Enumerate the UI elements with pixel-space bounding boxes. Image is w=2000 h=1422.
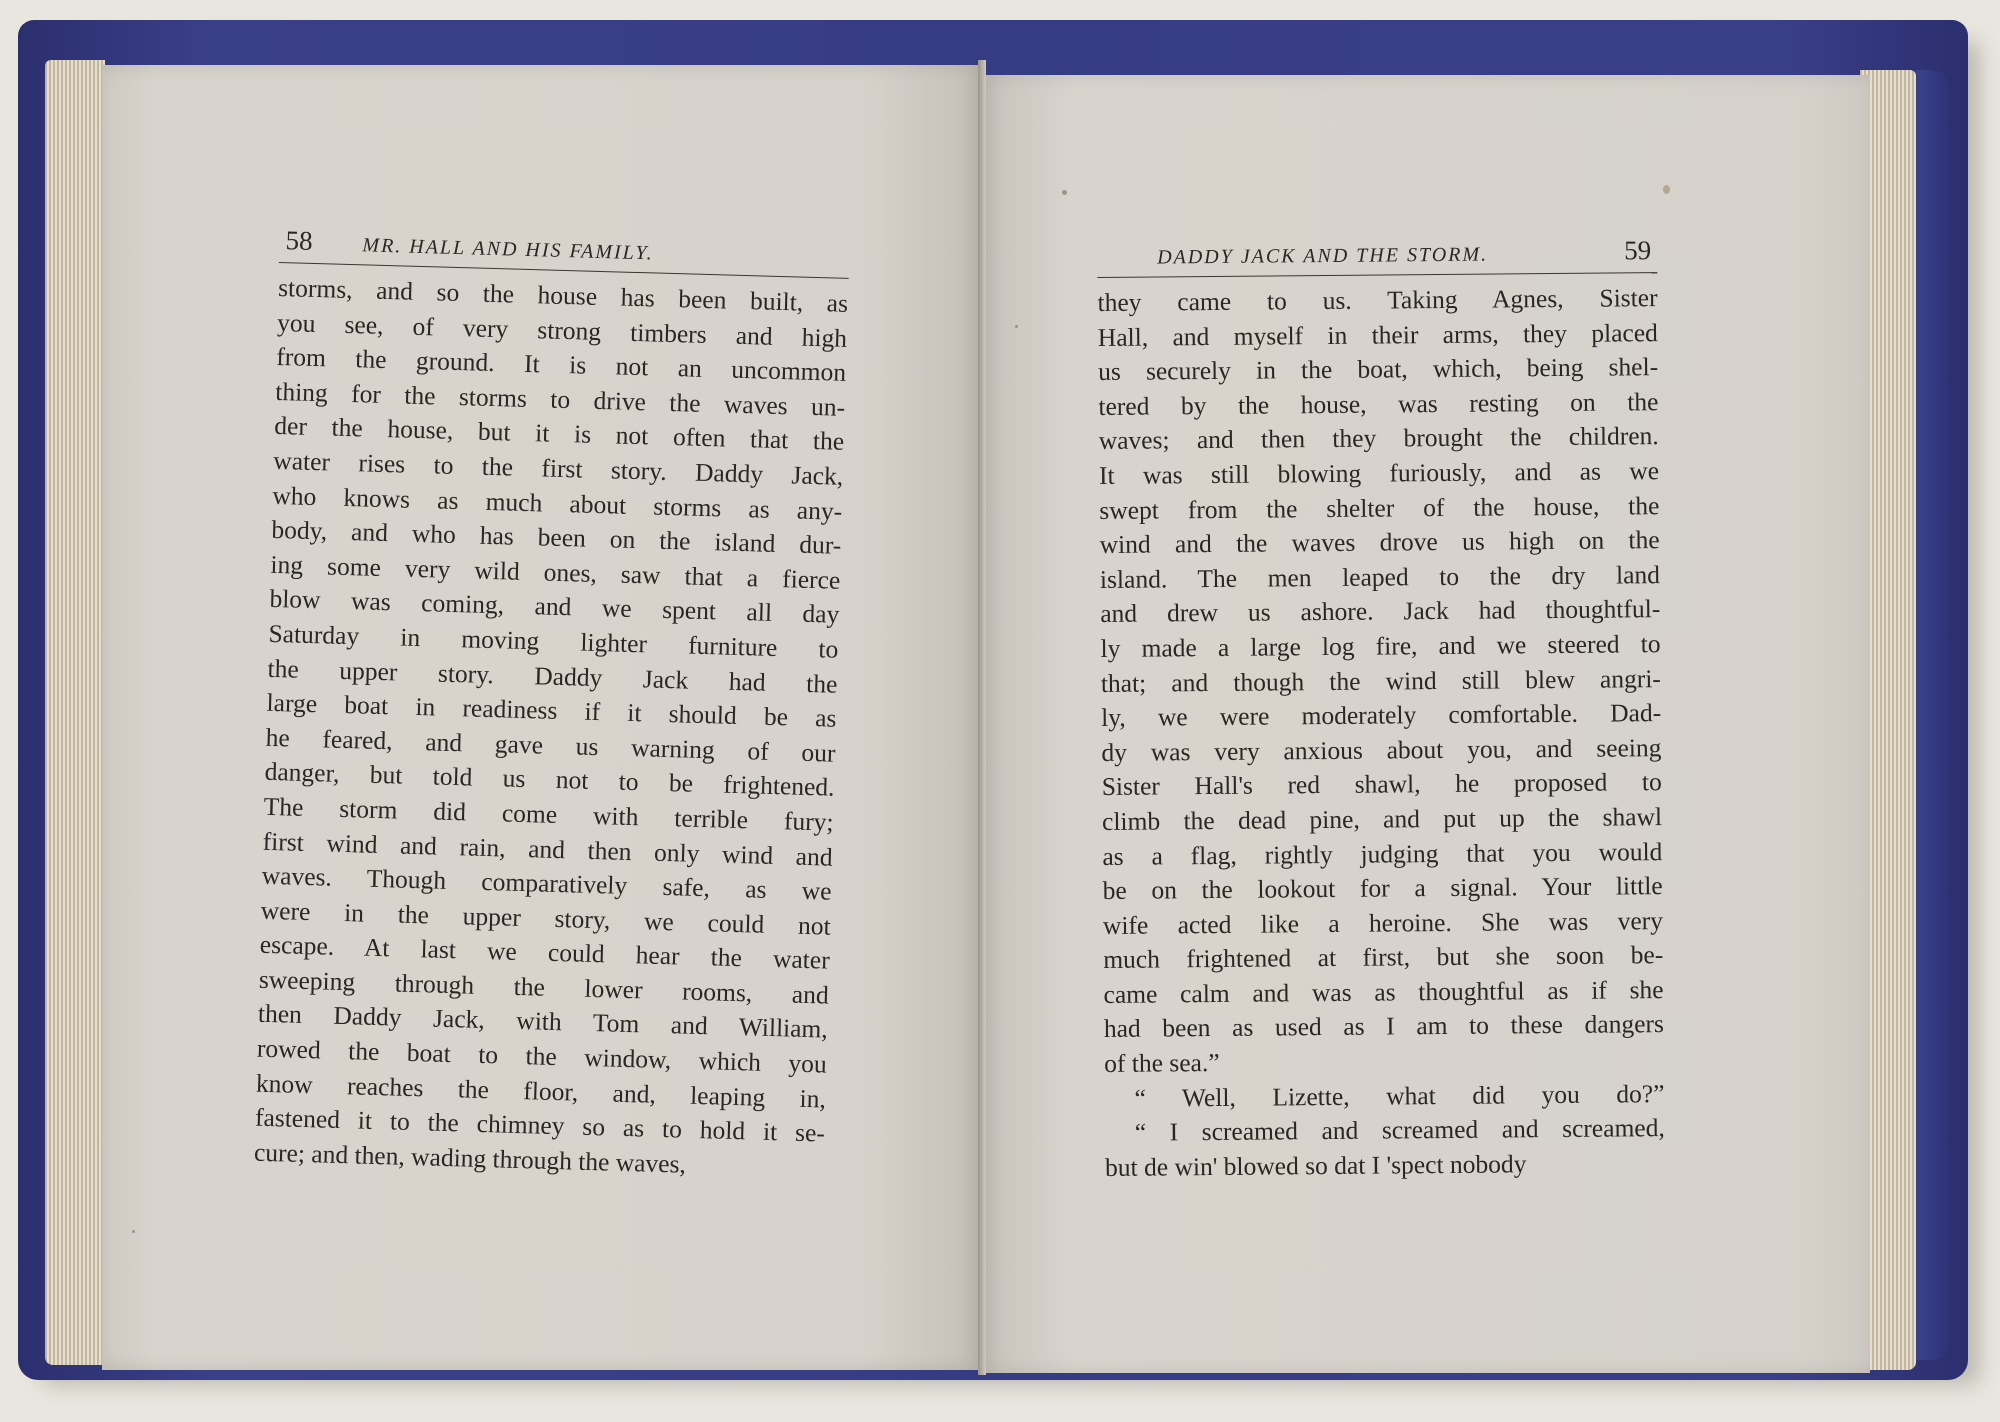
text-line: thing for the storms to drive the waves un- xyxy=(274,376,846,422)
paper-fleck xyxy=(1663,185,1670,194)
text-line: were in the upper story, we could not xyxy=(260,895,832,941)
left-page xyxy=(102,65,982,1370)
text-line: from the ground. It is not an uncommon xyxy=(275,342,847,388)
text-line: they came to us. Taking Agnes, Sister xyxy=(1097,283,1658,317)
text-line: much frightened at first, but she soon be- xyxy=(1103,940,1664,975)
text-line: but de win' blowed so dat I 'spect nobody xyxy=(1104,1149,1527,1182)
left-page-content xyxy=(254,225,850,1186)
text-line: cure; and then, wading through the waves, xyxy=(253,1137,687,1179)
text-line: danger, but told us not to be frightened. xyxy=(264,757,835,803)
text-line: fastened it to the chimney so as to hold it se- xyxy=(254,1102,826,1148)
right-body-text xyxy=(1097,281,1665,1185)
right-page xyxy=(982,75,1870,1373)
text-line: large boat in readiness if it should be as xyxy=(266,687,837,733)
left-page-number: 58 xyxy=(285,225,313,256)
text-line: dy was very anxious about you, and seeing xyxy=(1101,732,1662,767)
text-line: storms, and so the house has been built, as xyxy=(277,272,849,318)
text-line: waves. Though comparatively safe, as we xyxy=(261,860,833,906)
text-line: rowed the boat to the window, which you xyxy=(256,1033,828,1079)
text-line: the upper story. Daddy Jack had the xyxy=(267,653,838,699)
text-line: he feared, and gave us warning of our xyxy=(265,722,836,768)
text-line: wind and the waves drove us high on the xyxy=(1099,525,1660,560)
text-line: first wind and rain, and then only wind and xyxy=(262,826,833,872)
text-line: and drew us ashore. Jack had thoughtful- xyxy=(1100,594,1661,629)
text-line: sweeping through the lower rooms, and xyxy=(258,964,830,1010)
text-line: Sister Hall's red shawl, he proposed to xyxy=(1101,767,1662,802)
page-edges-left xyxy=(45,60,105,1365)
text-line: It was still blowing furiously, and as we xyxy=(1098,456,1660,490)
text-line: body, and who has been on the island dur- xyxy=(271,515,842,560)
paper-fleck xyxy=(1062,190,1067,195)
text-line: be on the lookout for a signal. Your little xyxy=(1102,871,1663,906)
text-line: water rises to the first story. Daddy Jack, xyxy=(273,445,844,491)
text-line: “ I screamed and screamed and screamed, xyxy=(1134,1113,1665,1147)
left-running-title: MR. HALL AND HIS FAMILY. xyxy=(362,234,655,265)
text-line: ly, we were moderately comfortable. Dad- xyxy=(1101,698,1662,733)
text-line: climb the dead pine, and put up the shawl xyxy=(1101,801,1663,836)
text-line: waves; and then they brought the children. xyxy=(1098,421,1659,456)
right-page-number: 59 xyxy=(1623,235,1652,266)
text-line: Hall, and myself in their arms, they placed xyxy=(1097,317,1658,352)
text-line: ing some very wild ones, saw that a fierce xyxy=(270,549,841,595)
paper-fleck xyxy=(132,1230,135,1233)
text-line: as a flag, rightly judging that you would xyxy=(1102,836,1663,871)
text-line: then Daddy Jack, with Tom and William, xyxy=(257,999,829,1045)
text-line: had been as used as I am to these dangers xyxy=(1103,1009,1664,1044)
text-line: who knows as much about storms as any- xyxy=(272,480,843,526)
text-line: you see, of very strong timbers and high xyxy=(276,307,848,353)
left-running-head xyxy=(279,225,850,279)
text-line: The storm did come with terrible fury; xyxy=(263,791,834,837)
text-line: of the sea.” xyxy=(1104,1048,1220,1079)
right-page-content xyxy=(1097,235,1665,1185)
text-line: us securely in the boat, which, being shel- xyxy=(1098,352,1659,387)
text-line: that; and though the wind still blew angri- xyxy=(1100,663,1661,698)
right-running-title: DADDY JACK AND THE STORM. xyxy=(1157,243,1489,269)
text-line: swept from the shelter of the house, the xyxy=(1099,490,1660,525)
text-line: came calm and was as thoughtful as if she xyxy=(1103,974,1664,1009)
text-line: der the house, but it is not often that the xyxy=(273,411,845,457)
text-line: know reaches the floor, and, leaping in, xyxy=(255,1068,827,1114)
text-line: “ Well, Lizette, what did you do?” xyxy=(1134,1078,1665,1113)
text-line: escape. At last we could hear the water xyxy=(259,930,831,975)
text-line: wife acted like a heroine. She was very xyxy=(1102,905,1664,940)
book-gutter xyxy=(978,60,986,1375)
text-line: blow was coming, and we spent all day xyxy=(269,584,840,630)
left-body-text xyxy=(254,271,849,1186)
text-line: ly made a large log fire, and we steered to xyxy=(1100,629,1661,663)
text-line: island. The men leaped to the dry land xyxy=(1099,559,1661,594)
paper-fleck xyxy=(1015,325,1018,328)
text-line: Saturday in moving lighter furniture to xyxy=(268,618,839,664)
text-line: tered by the house, was resting on the xyxy=(1098,386,1659,421)
right-running-head xyxy=(1097,235,1657,278)
